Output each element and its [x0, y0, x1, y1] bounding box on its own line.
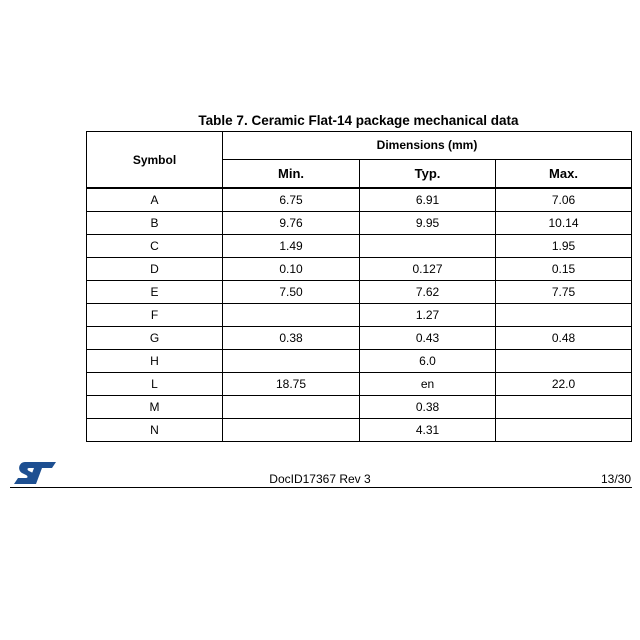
table-row — [87, 258, 632, 281]
max-header: Max. — [496, 160, 632, 189]
cell-symbol: H — [87, 350, 223, 373]
cell-max: 7.75 — [496, 281, 632, 304]
symbol-header: Symbol — [87, 132, 223, 189]
table-row — [87, 281, 632, 304]
cell-typ: 4.31 — [360, 419, 496, 442]
table-row — [87, 327, 632, 350]
cell-symbol: M — [87, 396, 223, 419]
cell-typ: en — [360, 373, 496, 396]
min-header: Min. — [223, 160, 360, 189]
cell-max: 10.14 — [496, 212, 632, 235]
cell-min — [223, 304, 360, 327]
document-id: DocID17367 Rev 3 — [269, 472, 371, 486]
table-row — [87, 396, 632, 419]
cell-max: 7.06 — [496, 188, 632, 212]
cell-typ: 6.91 — [360, 188, 496, 212]
cell-max — [496, 304, 632, 327]
cell-symbol: G — [87, 327, 223, 350]
table-body — [87, 188, 632, 442]
table-row — [87, 419, 632, 442]
cell-typ: 7.62 — [360, 281, 496, 304]
cell-max — [496, 396, 632, 419]
table-caption: Table 7. Ceramic Flat-14 package mechanical data — [198, 113, 519, 128]
cell-symbol: E — [87, 281, 223, 304]
cell-min: 6.75 — [223, 188, 360, 212]
cell-min: 0.38 — [223, 327, 360, 350]
cell-min — [223, 419, 360, 442]
table-row — [87, 212, 632, 235]
cell-max: 0.15 — [496, 258, 632, 281]
typ-header: Typ. — [360, 160, 496, 189]
mechanical-data-table — [86, 131, 632, 442]
cell-min — [223, 350, 360, 373]
cell-symbol: F — [87, 304, 223, 327]
cell-min — [223, 396, 360, 419]
cell-symbol: B — [87, 212, 223, 235]
cell-min: 18.75 — [223, 373, 360, 396]
cell-typ: 6.0 — [360, 350, 496, 373]
dimensions-header: Dimensions (mm) — [223, 132, 632, 160]
cell-typ — [360, 235, 496, 258]
cell-max: 0.48 — [496, 327, 632, 350]
table-row — [87, 235, 632, 258]
cell-min: 0.10 — [223, 258, 360, 281]
cell-min: 1.49 — [223, 235, 360, 258]
cell-typ: 0.127 — [360, 258, 496, 281]
cell-typ: 0.38 — [360, 396, 496, 419]
table-row — [87, 373, 632, 396]
cell-symbol: A — [87, 188, 223, 212]
cell-max — [496, 350, 632, 373]
table-row — [87, 350, 632, 373]
cell-max: 1.95 — [496, 235, 632, 258]
table-row — [87, 188, 632, 212]
footer-divider — [10, 487, 632, 488]
cell-typ: 9.95 — [360, 212, 496, 235]
cell-max: 22.0 — [496, 373, 632, 396]
table-row — [87, 304, 632, 327]
cell-max — [496, 419, 632, 442]
cell-min: 9.76 — [223, 212, 360, 235]
cell-symbol: L — [87, 373, 223, 396]
cell-symbol: C — [87, 235, 223, 258]
cell-typ: 0.43 — [360, 327, 496, 350]
cell-min: 7.50 — [223, 281, 360, 304]
cell-symbol: D — [87, 258, 223, 281]
cell-symbol: N — [87, 419, 223, 442]
page-number: 13/30 — [600, 472, 631, 486]
cell-typ: 1.27 — [360, 304, 496, 327]
